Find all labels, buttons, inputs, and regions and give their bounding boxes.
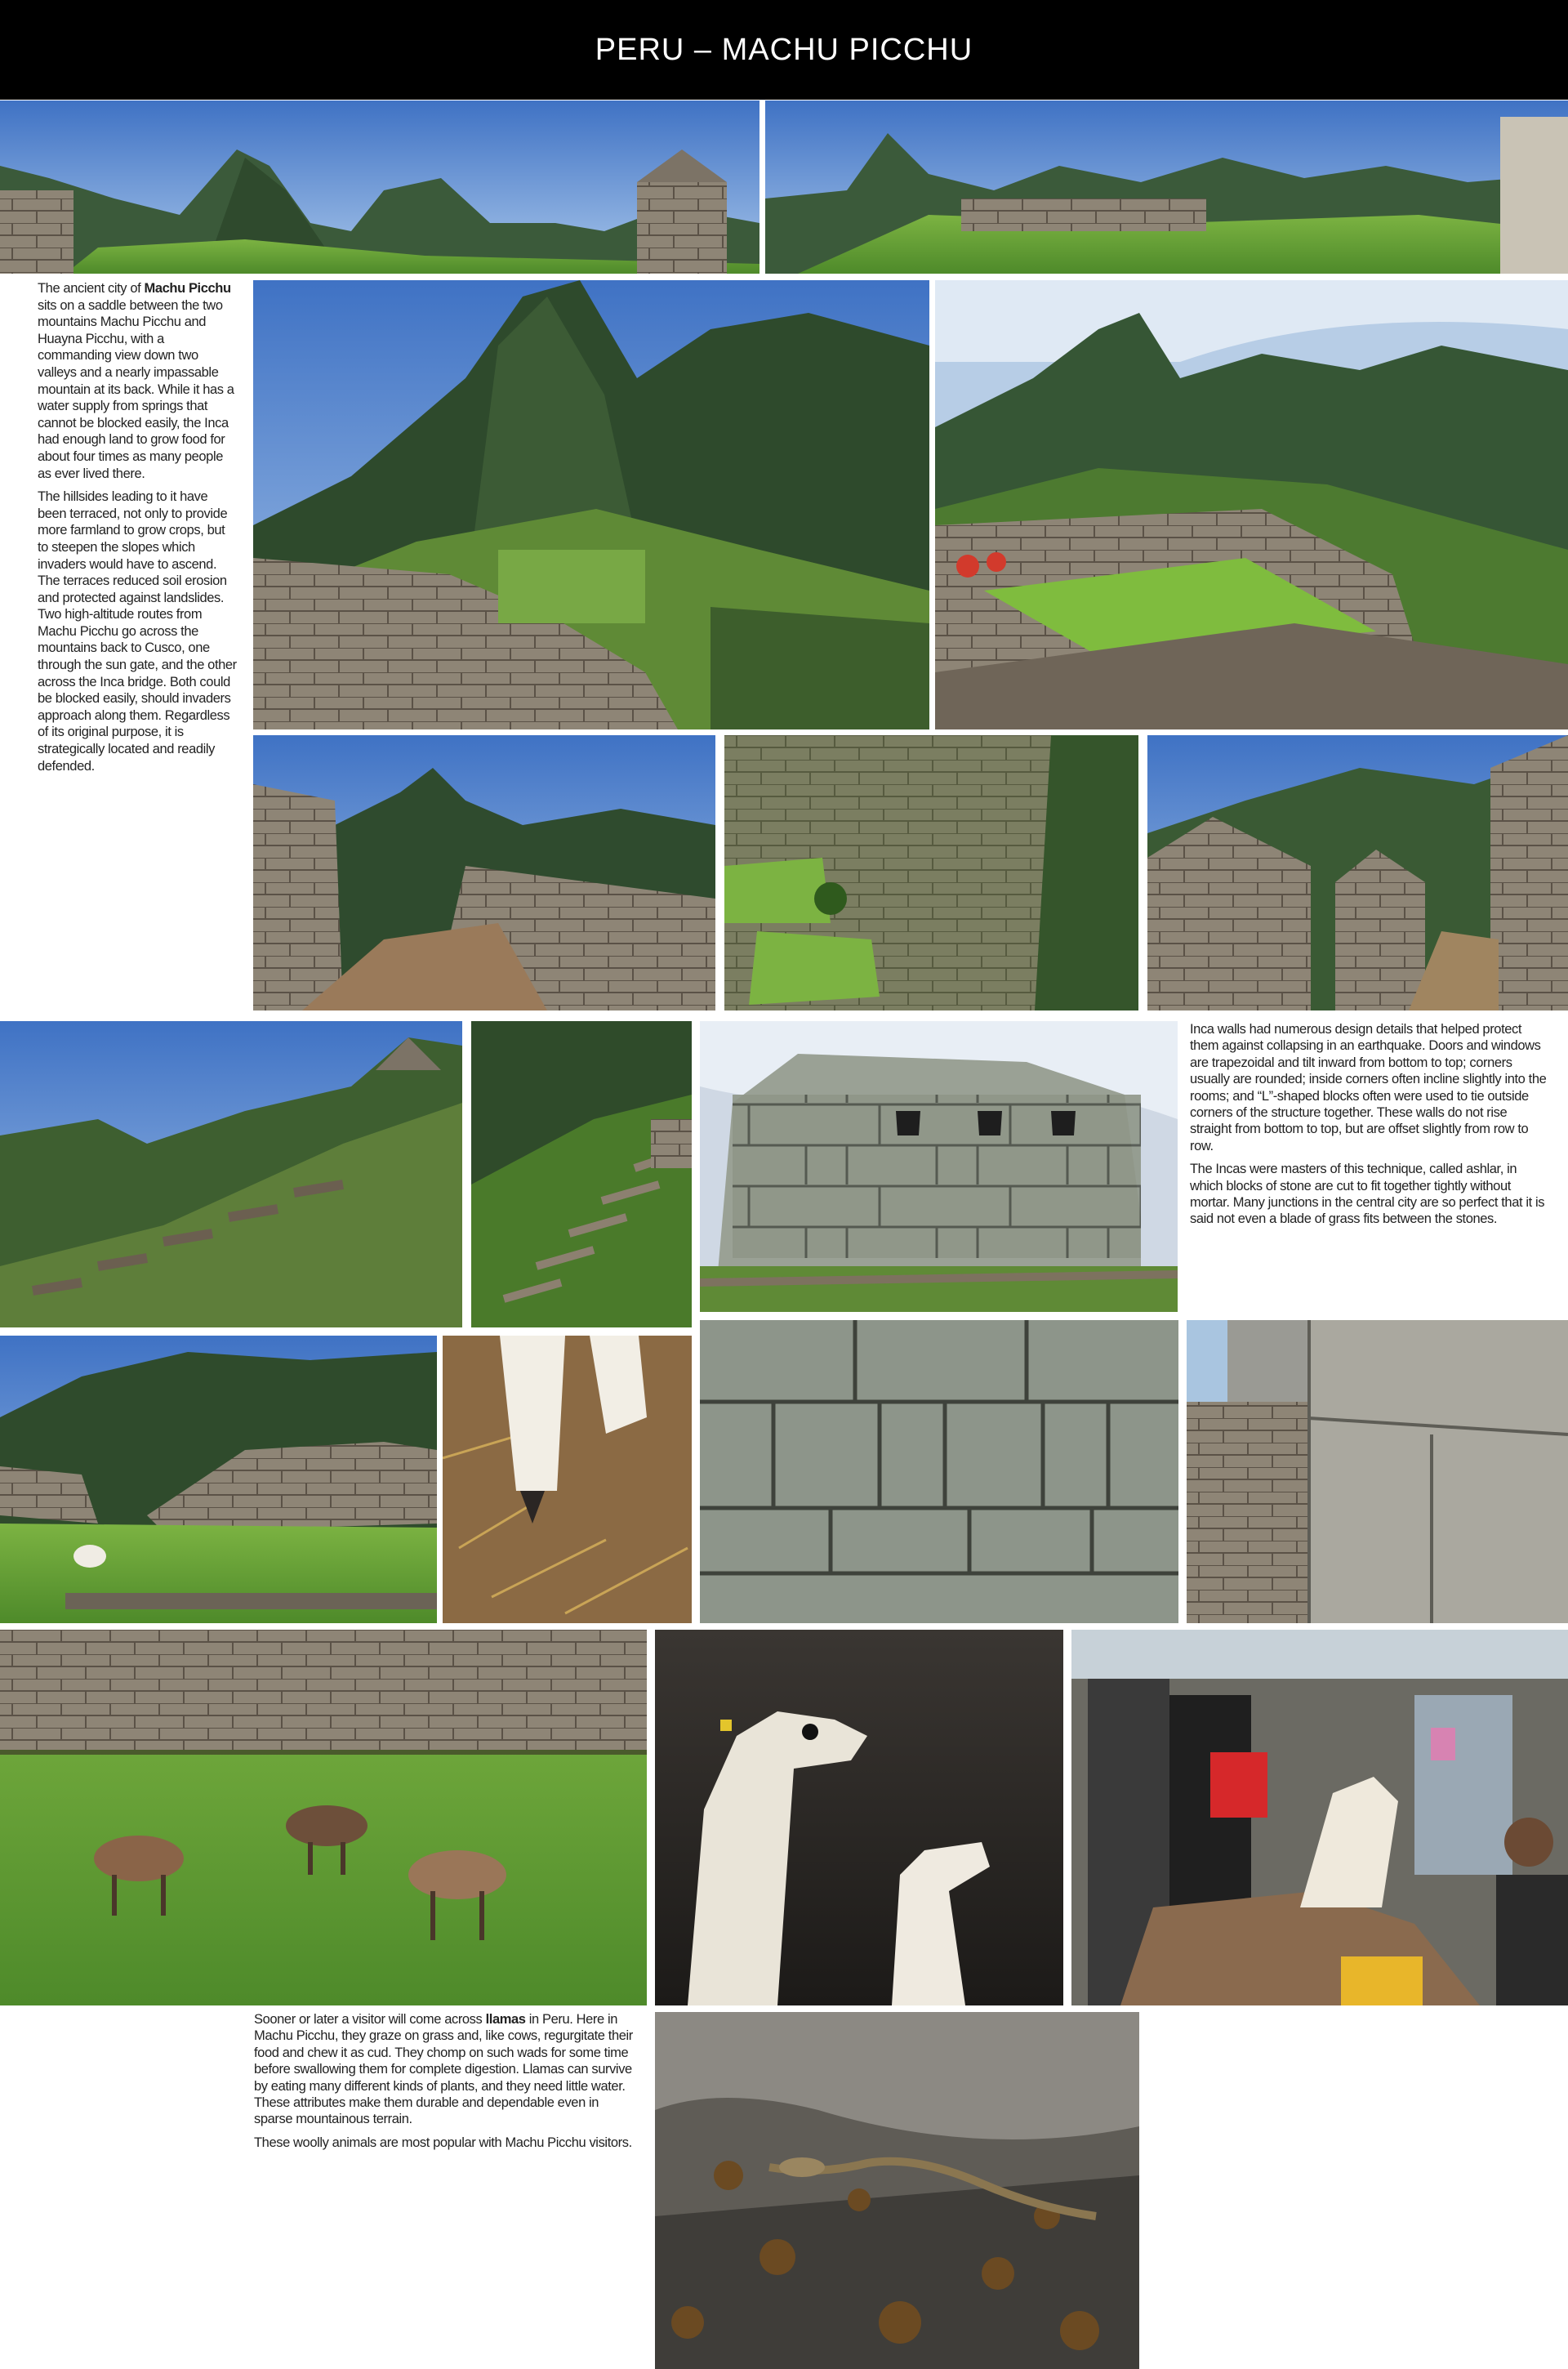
photo-terraced-slope xyxy=(0,1021,462,1327)
page-title: PERU – MACHU PICCHU xyxy=(595,32,973,67)
intro-text xyxy=(38,280,238,781)
walls-paragraph-2: The Incas were masters of this technique, called ashlar, in which blocks of stone are cut to fit together tightly without mortar. Many junctions in the central city are so perfect that it is said not even a blade of grass fits between the stones. xyxy=(1190,1162,1545,1227)
photo-lizard-on-rock xyxy=(655,2012,1139,2369)
photo-llama-feet xyxy=(443,1336,692,1623)
photo-temple-windows-wall xyxy=(700,1021,1178,1312)
photo-gabled-houses xyxy=(1147,735,1568,1011)
photo-panorama-right xyxy=(765,100,1568,274)
photo-stone-path-peak xyxy=(253,735,715,1011)
photo-corner-stonework xyxy=(1187,1320,1568,1623)
photo-ruins-and-terraces xyxy=(724,735,1138,1011)
llamas-paragraph-2: These woolly animals are most popular with Machu Picchu visitors. xyxy=(254,2135,632,2150)
page-header xyxy=(0,0,1568,100)
photo-green-terraces-cliff xyxy=(471,1021,692,1327)
photo-visitors-with-llama xyxy=(1071,1630,1568,2005)
photo-citadel-from-above xyxy=(935,280,1568,729)
intro-paragraph-1: The ancient city of Machu Picchu sits on a saddle between the two mountains Machu Picchu and Huayna Picchu, with a commanding view down two valleys and a nearly impassable mountain at its back. While it has a water supply from springs that cannot be blocked easily, the Inca had enough land to grow food for about four times as many people as ever lived there. xyxy=(38,281,234,481)
photo-white-llamas xyxy=(655,1630,1063,2005)
llamas-text xyxy=(254,2011,638,2157)
walls-text xyxy=(1190,1021,1549,1234)
llamas-paragraph-1: Sooner or later a visitor will come across llamas in Peru. Here in Machu Picchu, they graze on grass and, like cows, regurgitate their food and chew it as cud. They chomp on such wads for some time before swallowing them for complete digestion. Llamas can survive by eating many different kinds of plants, and they need little water. These attributes make them durable and dependable even in sparse mountainous terrain. xyxy=(254,2012,633,2127)
walls-paragraph-1: Inca walls had numerous design details that helped protect them against collapsing in an earthquake. Doors and windows are trapezoidal and tilt inward from bottom to top; corners usually are rounded; inside corners often incline slightly into the rooms; and “L”-shaped blocks often were used to tie outside corners of the structure together. These walls do not rise straight from bottom to top, but are offset slightly from row to row. xyxy=(1190,1022,1547,1153)
photo-ashlar-stone-blocks xyxy=(700,1320,1178,1623)
photo-llamas-grazing xyxy=(0,1630,647,2005)
intro-paragraph-2: The hillsides leading to it have been terraced, not only to provide more farmland to grow crops, but to steepen the slopes which invaders would have to ascend. The terraces reduced soil erosion and protected against landslides. Two high-altitude routes from Machu Picchu go across the mountains back to Cusco, one through the sun gate, and the other across the Inca bridge. Both could be blocked easily, should invaders approach along them. Regardless of its original purpose, it is strategically located and readily defended. xyxy=(38,489,237,774)
photo-huayna-picchu-overview xyxy=(253,280,929,729)
photo-llama-on-lawn xyxy=(0,1336,437,1623)
photo-panorama-left xyxy=(0,100,760,274)
